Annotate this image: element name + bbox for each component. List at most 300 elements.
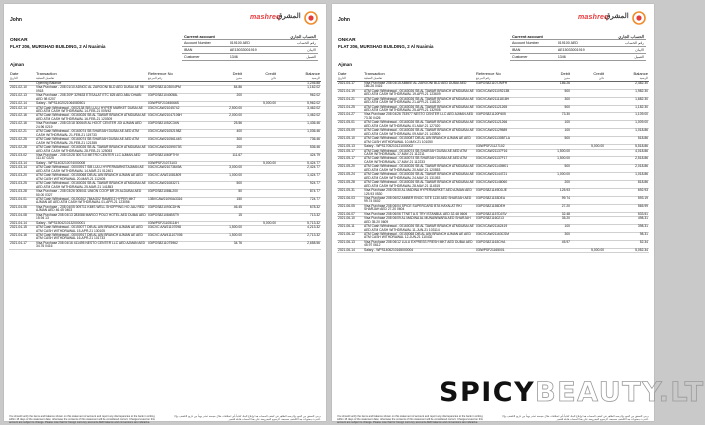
- row-balance: 518.86: [605, 137, 649, 145]
- row-balance: 1,182.30: [605, 105, 649, 113]
- row-transaction: ATM Cash Withdrawal - 00160074 SB SHARJAH DUBAI AE AED ATM CASH WITHDRAWAL 17-MAY-21 112233: [363, 157, 475, 165]
- watermark-part-2: BEAUTY.LT: [535, 377, 705, 408]
- row-reference: 03ICVCAW21137F16: [475, 149, 539, 157]
- customer-name: ONKAR: [338, 38, 356, 43]
- row-transaction: ATM Cash Withdrawal - 00160026 SB AL TAWAR BRANCH ATMDUBAI AE AED ATM CASH WITHDRAWAL 20-MAY-21 120553: [364, 164, 474, 172]
- row-reference: 03ICVCAW21111818H: [475, 97, 539, 105]
- row-date: 2021-04-19: [337, 89, 363, 97]
- row-reference: 03ICVCAW21144721: [475, 173, 539, 181]
- row-reference: 03IWPSF21045066S: [147, 102, 211, 106]
- row-date: 2021-03-02: [9, 153, 35, 161]
- row-credit: [571, 196, 605, 204]
- row-credit: [243, 166, 277, 174]
- row-transaction: Salary - WPS1406210165000004: [363, 248, 475, 252]
- row-transaction: Visa Purchase - 208 01/10 ADNOC AL ZAROONI BLD AED DUBAI AE 98 0918: [35, 86, 147, 94]
- bank-logo: [250, 11, 318, 27]
- row-date: 2021-02-14: [9, 106, 35, 114]
- account-info-row: [510, 54, 646, 61]
- row-credit: [243, 205, 277, 213]
- column-header-transaction: [363, 72, 475, 81]
- column-header-label: Balance: [633, 71, 648, 76]
- account-holder: John: [338, 17, 350, 23]
- account-info-label: Customer: [510, 54, 556, 61]
- row-date: 2021-05-24: [337, 173, 363, 181]
- row-reference: 03ICVCAW21129589: [475, 129, 539, 137]
- row-transaction: ATM Cash Withdrawal - 00160026 SB AL TAWAR BRANCH ATMDUBAI AE AED ATM CASH WITHDRAWAL 11-JUN-21 103114: [364, 224, 474, 232]
- column-header-label: Reference No: [476, 71, 501, 76]
- row-transaction: ATM Cash Withdrawal - 00160074 SB SHARJAH DUBAI AE AED ATM CASH WITHDRAWAL 25-FEB-21 121355: [35, 138, 147, 146]
- column-header-arabic: التاريخ: [10, 76, 18, 81]
- row-balance: 2,658.56: [277, 241, 321, 249]
- row-reference: 03IWPSF21073103: [147, 161, 211, 165]
- account-info-label: Account Number: [182, 40, 228, 47]
- row-date: 2021-04-25: [337, 105, 363, 113]
- account-type-arabic: الحساب الجاري: [274, 33, 318, 40]
- disclaimer-arabic: يرجى التحقق من البنود والرصيد الظاهر في كشف الحساب هذا وإبلاغ البنك كتابياً بأي اختلافات خلال خمسة عشر يوماً من تاريخ الكشف، وإلا اعتبرت محتويات هذا الكشف صحيحة. الرسوم المفروضة على هذا الحساب قابلة للتغيير.: [502, 415, 649, 422]
- row-date: 2021-02-16: [9, 122, 35, 130]
- row-reference: 03IPOS821084BST9: [147, 213, 211, 221]
- row-reference: 03ICVCAW21121266: [475, 121, 539, 129]
- row-date: 2021-02-21: [9, 130, 35, 138]
- row-credit: [243, 174, 277, 182]
- row-debit: 25.56: [211, 122, 243, 130]
- row-date: 2021-04-21: [337, 97, 363, 105]
- row-transaction: ATM Cash Withdrawal - 00000917 SIB LULU HYPERMARKETAJMAN AE AED ATM CASH WITHDRAWAL 14-MAR-21 012401: [35, 166, 147, 174]
- row-transaction: Visa Purchase 208 06/06 TTNET A.S TRY ISTANBUL AED 32.48 0606: [363, 212, 475, 216]
- logo-wordmark: mashreq: [250, 14, 281, 21]
- row-transaction: ATM Cash Withdrawal - 00160026 SB AL TAWAR BRANCH ATMDUBAI AE AED ATM CASH WITHDRAWAL 25-APR-21 132905: [364, 104, 474, 112]
- row-date: 2021-06-07: [337, 212, 363, 216]
- row-reference: 03ICVCAW21047106H: [147, 114, 211, 122]
- row-date: 2021-05-17: [337, 149, 363, 157]
- column-header-reference: [475, 72, 539, 81]
- row-transaction: Visa Purchase 208 06/12 LULU EXPRESS FRESH MKT AED DUBAI AED 45.97 0612: [363, 240, 475, 248]
- column-header-transaction: [35, 72, 147, 81]
- statement-page-1: [4, 4, 326, 425]
- row-reference: 03ICVCAW21109213B: [475, 89, 539, 97]
- row-reference: 13BVCAW21090A3316: [147, 197, 211, 205]
- row-transaction: Visa Purchase - 208 04/05 009711 KIMS WELL SHOPPING HO JAU RED AJMAN AED 46.45 0403: [35, 205, 147, 213]
- column-header-arabic: رقم المرجع: [148, 76, 163, 81]
- row-date: 2021-04-08: [9, 213, 35, 221]
- row-transaction: Visa Purchase 208 06/04 SPICE SUPERCARD BTA HAYALAT RKI SHARJAH AED 27.20 0604: [363, 204, 475, 212]
- row-date: 2021-06-12: [337, 233, 363, 241]
- row-transaction: Salary - WPS1403210074000008: [35, 161, 147, 165]
- row-date: 2021-04-27: [337, 113, 363, 121]
- row-balance: 1,109.00: [605, 113, 649, 121]
- account-info-box: [182, 33, 318, 61]
- row-debit: 500: [211, 182, 243, 190]
- account-info-value: AE15033001919: [556, 47, 602, 54]
- account-info-label: IBAN: [182, 47, 228, 54]
- customer-address: FLAT 206, MURSHAD BUILDING, 2 Al Nuaimia: [10, 44, 106, 49]
- row-credit: [571, 233, 605, 241]
- row-credit: [571, 181, 605, 189]
- row-reference: 03IPOS821153DEU: [475, 196, 539, 204]
- row-balance: 1,462.02: [277, 114, 321, 122]
- row-credit: [243, 138, 277, 146]
- row-transaction: Visa Purchase - 208 02/28 300710 METRO CENTER LLC AJMAN AED 111.67 0225: [35, 153, 147, 161]
- column-header-credit: [243, 72, 277, 81]
- bank-logo: [578, 11, 646, 27]
- column-header-arabic: مدين: [235, 76, 242, 81]
- row-balance: 498.31: [605, 217, 649, 225]
- statement-page-2: [332, 4, 654, 425]
- row-debit: 400: [211, 130, 243, 138]
- row-balance: 5,962.02: [277, 102, 321, 106]
- row-debit: 300: [539, 233, 571, 241]
- column-header-balance: [605, 72, 649, 81]
- row-transaction: ATM Cash Withdrawal - 00160026 SB AL TAWAR BRANCH ATMDUBAI AE AED ATM CASH WITHDRAWAL 19-APR-21 123609: [364, 88, 474, 97]
- row-credit: [571, 157, 605, 165]
- account-info-row: [182, 47, 318, 54]
- row-date: 2021-04-17: [9, 241, 35, 249]
- table-row: [337, 97, 649, 105]
- row-transaction: ATM Cash Withdrawal - 00150068 DIB AL AIN BRANCH AJMAN AE AED ATM CASH WITHDRAWAL 20-MAR-21 112405: [35, 174, 147, 182]
- account-info-label-arabic: رقم الحساب: [602, 40, 646, 47]
- row-balance: 924.77: [277, 182, 321, 190]
- row-balance: 736.46: [277, 138, 321, 146]
- row-debit: 84.86: [211, 86, 243, 94]
- row-transaction: Salary - WPS1402021064080501: [35, 102, 147, 106]
- row-debit: 300: [539, 97, 571, 105]
- row-credit: [571, 81, 605, 89]
- row-debit: 99.74: [539, 196, 571, 204]
- column-header-label: Transaction: [364, 71, 385, 76]
- column-header-balance: [277, 72, 321, 81]
- row-balance: 1,162.02: [277, 86, 321, 94]
- row-balance: 2,018.86: [605, 165, 649, 173]
- row-credit: [243, 86, 277, 94]
- disclaimer-english: You should verify the items and balance shown on this statement of account and report any discrepancies to the bank in writing within 15 days of the statement date; otherwise the contents of this statement will be considered correct. Charges levied on this account are subject to change. Please note that for foreign currency accounts AED balance and conversions are indicative.: [9, 415, 155, 425]
- row-reference: 03IPOS82110T5962: [147, 241, 211, 249]
- row-reference: 03ICVCAW21059073S: [147, 146, 211, 154]
- column-header-arabic: تفاصيل العملية: [364, 76, 383, 81]
- column-header-label: Balance: [305, 71, 320, 76]
- row-transaction: ATM Cash Withdrawal - 00160074 SB SHARJAH DUBAI AE AED ATM CASH WITHDRAWAL 21-FEB-21 119733: [35, 130, 147, 138]
- row-transaction: Salary - WPS1504210132000001: [35, 221, 147, 225]
- customer-address: FLAT 206, MURSHAD BUILDING, 2 Al Nuaimia: [338, 44, 434, 49]
- row-reference: 03IPOS821149DDJE: [475, 189, 539, 197]
- row-debit: 73.30: [539, 113, 571, 121]
- row-transaction: ATM Cash Withdrawal - 00160026 SB AL TAWAR BRANCH ATMDUBAI AE AED ATM CASH WITHDRAWAL 25-MAR-21 141853: [36, 181, 146, 189]
- row-date: 2021-03-20: [9, 174, 35, 182]
- row-credit: [571, 165, 605, 173]
- row-debit: 111.67: [211, 153, 243, 161]
- row-debit: 1,500.00: [539, 149, 571, 157]
- row-transaction: ATM Cash Withdrawal - 0002138 SIB LULU HYPER MARKET DUBAI AE AED ATM CASH WITHDRAWAL 14-FEB-21 009/42: [35, 106, 147, 114]
- table-header-row: [9, 72, 321, 81]
- row-credit: [243, 114, 277, 122]
- row-date: 2021-05-31: [337, 189, 363, 197]
- watermark-part-1: SPICY: [439, 377, 536, 408]
- column-header-label: Date: [10, 71, 19, 76]
- table-row: [337, 248, 649, 252]
- row-date: 2021-06-14: [337, 248, 363, 252]
- row-debit: 200: [539, 181, 571, 189]
- row-balance: 2,424.77: [277, 166, 321, 174]
- row-credit: [571, 89, 605, 97]
- row-reference: 03ICVCAW21083271: [147, 182, 211, 190]
- row-transaction: ATM Cash Withdrawal - 00000917 DIB AL AIN BRANCH AJMAN AE AED ATM CASH WITHDRAWAL 16-APR-21 101733: [35, 234, 147, 242]
- column-header-arabic: دائن: [270, 76, 276, 81]
- row-balance: 5,713.32: [277, 221, 321, 225]
- row-reference: 03ICVCAW21045742: [147, 106, 211, 114]
- row-credit: [571, 149, 605, 157]
- column-header-reference: [147, 72, 211, 81]
- row-date: 2021-02-10: [9, 86, 35, 94]
- row-reference: 03IPOS821086L200: [147, 190, 211, 198]
- row-reference: 03IWPSF21165001: [475, 248, 539, 252]
- row-debit: 200: [211, 146, 243, 154]
- column-header-label: Debit: [560, 71, 570, 76]
- row-transaction: Opening Balance: [35, 81, 147, 85]
- customer-name: ONKAR: [10, 38, 28, 43]
- column-header-credit: [571, 72, 605, 81]
- row-credit: [571, 129, 605, 137]
- column-header-arabic: مدين: [563, 76, 570, 81]
- row-credit: [243, 122, 277, 130]
- row-balance: 536.46: [277, 146, 321, 154]
- row-credit: 5,000.00: [571, 248, 605, 252]
- table-header-row: [337, 72, 649, 81]
- row-credit: [571, 121, 605, 129]
- column-header-arabic: الرصيد: [639, 76, 648, 81]
- row-reference: 03ICVC A/W411107006: [147, 234, 211, 242]
- row-debit: 45.97: [539, 240, 571, 248]
- logo-wordmark: mashreq: [578, 14, 609, 21]
- row-balance: 724.77: [277, 197, 321, 205]
- disclaimer-arabic: يرجى التحقق من البنود والرصيد الظاهر في كشف الحساب هذا وإبلاغ البنك كتابياً بأي اختلافات خلال خمسة عشر يوماً من تاريخ الكشف، وإلا اعتبرت محتويات هذا الكشف صحيحة. الرسوم المفروضة على هذا الحساب قابلة للتغيير.: [174, 415, 321, 422]
- account-info-label: Account Number: [510, 40, 556, 47]
- row-date: 2021-05-01: [337, 121, 363, 129]
- row-debit: 1,500.00: [211, 226, 243, 234]
- row-balance: 1,682.30: [605, 97, 649, 105]
- row-date: 2021-02-16: [9, 114, 35, 122]
- column-header-date: [9, 72, 35, 81]
- row-debit: [539, 248, 571, 252]
- customer-city: Ajman: [338, 62, 353, 67]
- account-info-label-arabic: الايبان: [274, 47, 318, 54]
- column-header-date: [337, 72, 363, 81]
- account-info-label-arabic: رقم الحساب: [274, 40, 318, 47]
- row-date: 2021-02-13: [9, 94, 35, 102]
- logo-wordmark-arabic: المشرق: [277, 13, 301, 20]
- row-balance: 52.34: [605, 240, 649, 248]
- row-debit: 32.48: [539, 212, 571, 216]
- row-transaction: Visa Purchase 208 06/02 AMBER ENOC SITE 1130 AED SHARJAH AED 99.74 0602: [363, 196, 475, 204]
- disclaimer-english: You should verify the items and balance shown on this statement of account and report any discrepancies to the bank in writing within 15 days of the statement date; otherwise the contents of this statement will be considered correct. Charges levied on this account are subject to change. Please note that for foreign currency accounts AED balance and conversions are indicative.: [337, 415, 483, 425]
- row-transaction: Visa Purchase - 208 209* 329633 ETISALAT ETC 825 AED ABU DHABI AED 98 0207: [35, 94, 147, 102]
- row-date: 2021-05-17: [337, 157, 363, 165]
- row-credit: [243, 106, 277, 114]
- row-balance: 2,518.86: [605, 157, 649, 165]
- row-reference: 03IPOS821093CDHN: [147, 205, 211, 213]
- account-info-value: 1346: [228, 54, 274, 61]
- row-debit: 100: [539, 129, 571, 137]
- row-credit: [243, 130, 277, 138]
- table-row: [9, 241, 321, 249]
- row-debit: 27.20: [539, 204, 571, 212]
- row-debit: 1,000.00: [539, 173, 571, 181]
- row-balance: 818.86: [605, 181, 649, 189]
- row-date: 2021-03-28: [9, 190, 35, 198]
- account-info-label-arabic: العميل: [602, 54, 646, 61]
- row-reference: 03IPOS821163CHA: [475, 240, 539, 248]
- row-credit: [243, 241, 277, 249]
- row-debit: 100: [539, 225, 571, 233]
- row-debit: 300: [211, 138, 243, 146]
- row-balance: 4,018.86: [605, 149, 649, 157]
- transactions-table: [9, 72, 321, 250]
- row-transaction: Visa Purchase 208 06/09 AL MADINA AL MUNAWWARA AED SHARJAH AED 35.20 0609: [363, 217, 475, 225]
- column-header-arabic: دائن: [598, 76, 604, 81]
- row-debit: 15: [211, 213, 243, 221]
- row-reference: 03IWPSF21105114H: [147, 221, 211, 225]
- row-debit: 150: [211, 197, 243, 205]
- row-debit: 500: [539, 89, 571, 97]
- row-balance: 5,052.34: [605, 248, 649, 252]
- account-type-arabic: الحساب الجاري: [602, 33, 646, 40]
- row-transaction: Visa Purchase 208 05/30 AL MADINA HYPERMARKET AED AJMAN AED 125.93 0530: [363, 189, 475, 197]
- row-date: 2021-05-13: [337, 145, 363, 149]
- row-reference: 03ICVCAW21052198Z: [147, 130, 211, 138]
- row-date: 2021-06-10: [337, 217, 363, 225]
- row-credit: 5,000.00: [571, 145, 605, 149]
- row-date: 2021-06-03: [337, 196, 363, 204]
- row-date: 2021-05-20: [337, 165, 363, 173]
- row-balance: 1,436.46: [277, 122, 321, 130]
- column-header-arabic: تفاصيل العملية: [36, 76, 55, 81]
- account-holder: John: [10, 17, 22, 23]
- row-balance: 1,009.00: [605, 121, 649, 129]
- column-header-debit: [539, 72, 571, 81]
- row-date: 2021-04-16: [9, 234, 35, 242]
- row-transaction: ATM Cash Withdrawal - 00160026 SB AL TAWAR BRANCH ATMDUBAI AE AED ATM CASH WITHDRAWAL 21-APR-21 118120: [364, 96, 474, 105]
- row-reference: 03IPOS821060F7HV: [147, 153, 211, 161]
- row-debit: 125.93: [539, 189, 571, 197]
- row-debit: 50: [211, 190, 243, 198]
- row-credit: [243, 197, 277, 205]
- row-debit: 46.45: [211, 205, 243, 213]
- column-header-label: Credit: [265, 71, 276, 76]
- row-balance: 2,713.32: [277, 234, 321, 242]
- row-credit: [243, 190, 277, 198]
- column-header-label: Transaction: [36, 71, 57, 76]
- row-transaction: ATM Cash Withdrawal - 00160026 SB AL TAWAR BRANCH ATMDUBAI AE AED ATM CASH WITHDRAWAL 01-MAY-21 127020: [364, 120, 474, 128]
- row-credit: [571, 204, 605, 212]
- account-type: Current account: [510, 33, 602, 40]
- row-balance: 713.32: [277, 213, 321, 221]
- row-transaction: Visa Purchase 208 04/26 753977 NESTO CENTER LLC AED AJMAN AED 73.30 0426: [364, 112, 474, 120]
- row-date: 2021-04-01: [9, 197, 35, 205]
- row-credit: 5,000.00: [243, 102, 277, 106]
- row-date: 2021-05-09: [337, 129, 363, 137]
- row-reference: 03ICVCAW21148060: [475, 181, 539, 189]
- row-debit: 500: [539, 137, 571, 145]
- row-balance: 1,424.77: [277, 174, 321, 182]
- row-credit: [571, 105, 605, 113]
- customer-city: Ajman: [10, 62, 25, 67]
- row-reference: 03ICVC A/W21107098: [147, 226, 211, 234]
- row-transaction: ATM Cash Withdrawal - 00J00202 784AG02 RAMEEZ HYPER MKT AJMAN AE AED ATM CASH WITHDRAWAL 01-APR-21 123056: [35, 197, 147, 205]
- row-balance: 1,246.88: [277, 81, 321, 85]
- row-debit: 2,000.00: [211, 114, 243, 122]
- row-debit: 1,500.00: [539, 157, 571, 165]
- row-debit: 1,500.00: [211, 234, 243, 242]
- account-info-value: AE15033001919: [228, 47, 274, 54]
- column-header-debit: [211, 72, 243, 81]
- row-transaction: ATM Cash Withdrawal - 00160074 SB SHARJAH DUBAI AE AED ATM CASH WITHDRAWAL 17-MAY-21 112211: [363, 149, 475, 157]
- row-credit: [571, 113, 605, 121]
- row-transaction: Visa Purchase 208 04/13 283088 MARCO POLO HOTEL AED DUBAI AED 15.94 13: [36, 212, 146, 221]
- row-transaction: ATM Cash Withdrawal - 00150077 DIB AL AIN BRANCH AJMAN AE AED ATM CASH WITHDRAWAL 15-APR-21 130105: [35, 226, 147, 234]
- row-date: 2021-05-10: [337, 137, 363, 145]
- row-balance: 678.32: [277, 205, 321, 213]
- row-balance: 1,036.46: [277, 130, 321, 138]
- row-reference: 03ICVCAW21162419: [475, 225, 539, 233]
- row-date: 2021-06-13: [337, 240, 363, 248]
- row-balance: 424.79: [277, 153, 321, 161]
- row-transaction: ATM Cash Withdrawal - 00160026 SB AL TAWAR BRANCH ATMDUBAI AE AED ATM CASH WITHDRAWAL 09-MAY-21 143500: [364, 128, 474, 136]
- table-row: [9, 213, 321, 221]
- row-debit: 2,500.00: [211, 106, 243, 114]
- account-type: Current account: [182, 33, 274, 40]
- row-credit: [571, 217, 605, 225]
- table-row: [337, 89, 649, 97]
- row-reference: 03IPOS821040058L: [147, 94, 211, 102]
- row-transaction: ATM Cash Withdrawal - 00150068 DIB AL AIN BRANCH AJMAN AE AED ATM CASH WITHDRAWAL 12-JUN-21 110432: [363, 233, 475, 241]
- row-date: 2021-04-14: [9, 221, 35, 225]
- bank-logo-icon: [304, 11, 318, 25]
- row-reference: 03IPOS821155DEH: [475, 204, 539, 212]
- transactions-table: [337, 72, 649, 253]
- row-credit: [571, 97, 605, 105]
- row-reference: 03ICVCAW21073649A: [147, 166, 211, 174]
- row-balance: 1,018.86: [605, 129, 649, 137]
- row-reference: 03ICVCAW21163CSM: [475, 233, 539, 241]
- account-info-label: Customer: [182, 54, 228, 61]
- row-balance: 3,462.02: [277, 106, 321, 114]
- row-debit: 500: [539, 165, 571, 173]
- account-info-label: IBAN: [510, 47, 556, 54]
- row-date: 2021-03-14: [9, 161, 35, 165]
- column-header-label: Debit: [232, 71, 242, 76]
- row-reference: 03IPOS821120F605: [475, 113, 539, 121]
- column-header-arabic: الرصيد: [311, 76, 320, 81]
- account-info-row: [182, 54, 318, 61]
- bank-logo-icon: [632, 11, 646, 25]
- row-credit: 5,000.00: [243, 221, 277, 225]
- account-info-label-arabic: العميل: [274, 54, 318, 61]
- row-date: 2021-04-15: [9, 226, 35, 234]
- row-balance: 398.31: [605, 225, 649, 233]
- row-credit: [243, 182, 277, 190]
- row-date: 2021-04-17: [337, 81, 363, 89]
- row-date: 2021-03-14: [9, 166, 35, 174]
- row-balance: 5,424.77: [277, 161, 321, 165]
- row-reference: 03ICVC A/W21081809: [147, 174, 211, 182]
- row-date: 2021-06-05: [337, 204, 363, 212]
- row-reference: 03ICVCAW21137F17: [475, 157, 539, 165]
- row-balance: 1,018.86: [605, 173, 649, 181]
- row-debit: 500: [539, 105, 571, 113]
- row-balance: 962.02: [277, 94, 321, 102]
- row-credit: [571, 173, 605, 181]
- row-date: 2021-06-11: [337, 225, 363, 233]
- row-balance: 1,982.30: [605, 89, 649, 97]
- row-transaction: Visa Purchase - 208 02/18 300649 AL HOOT CENTER JOI AJMAN AED 24.96 0219: [35, 122, 147, 130]
